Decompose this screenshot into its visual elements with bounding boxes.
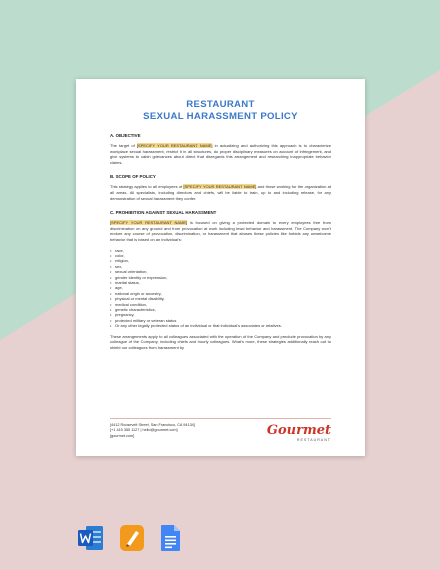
section-a-paragraph [110,143,331,165]
bullet-dot: • [110,269,112,275]
list-item-text: sexual orientation, [115,269,148,275]
list-item-text: color, [115,252,125,258]
list-item [110,323,331,328]
list-item-text: medical condition, [115,301,148,307]
list-item-text: national origin or ancestry, [115,290,162,296]
bullet-dot: • [110,290,112,296]
bullet-dot: • [110,285,112,291]
logo-name: Gourmet [266,423,331,438]
restaurant-name-placeholder: [SPECIFY YOUR RESTAURANT NAME] [136,143,213,148]
list-item-text: physical or mental disability, [115,296,165,302]
list-item-text: Or any other legally protected status of an individual or that individual's associates or relatives. [115,323,282,329]
section-b-paragraph [110,184,331,201]
bullet-dot: • [110,323,112,329]
list-item-text: protected military or veteran status [115,317,177,323]
list-item-text: genetic characteristics, [115,307,156,312]
title-line-2: SEXUAL HARASSMENT POLICY [143,111,298,122]
app-icon-row [78,524,188,554]
document-content [110,99,331,350]
protected-status-list [110,248,331,329]
bullet-dot: • [110,274,112,280]
section-c-post: is focused on giving a protected domain to every employees free from discrimination on any ground and from provocation at work including lewd behavior and harassment. The Company won't endure any course of provocation, discrimination, or harassment that abuses these policies like forbids any unwelcome behavior that is based on an individual's: [110,220,332,242]
bullet-dot: • [110,317,112,323]
list-item-text: age, [115,285,123,291]
restaurant-name-placeholder: [SPECIFY YOUR RESTAURANT NAME] [110,220,188,226]
section-a-post: in actualizing and authorizing this approach is to characterize workplace sexual harassment, restrict it in all structures, do proper disciplinary measures on account of infringement, and give systems to cabin grievances about direct that disregards this arrangement and researching inappropriate behavior claims. [110,143,331,165]
footer-address: [4412 Roosevelt Street, San Francisco, CA 94134] [110,423,195,427]
restaurant-name-placeholder: [SPECIFY YOUR RESTAURANT NAME] [183,184,257,190]
bullet-dot: • [110,258,112,264]
bullet-dot: • [110,252,112,258]
bullet-dot: • [110,247,112,253]
document-page [76,79,365,456]
list-item-text: race, [115,247,124,253]
google-docs-icon[interactable] [160,524,182,557]
bullet-dot: • [110,279,112,285]
section-a-pre: The target of [110,143,137,148]
bullet-dot: • [110,263,112,269]
section-a-heading: A. OBJECTIVE [110,133,141,138]
list-item-text: gender identity or expression, [115,274,168,280]
bullet-dot: • [110,307,112,312]
section-b-post: and those working for the organization at all areas. All specialists, including directors and chiefs, will be liable to train, up to and including release, for any demonstration of sexual harassment they confer. [110,184,331,201]
bullet-dot: • [110,296,112,302]
bullet-dot: • [110,312,112,318]
list-item-text: sex, [115,263,123,269]
section-c-paragraph [110,220,331,242]
closing-paragraph: These arrangements apply to all colleagues associated with the operation of the Company and preclude provocation by any colleague of the Company, including chiefs and hourly colleagues. What's more, these strategies additionally reach out to shield our colleagues from harassment by [110,333,331,350]
gourmet-logo [267,424,331,442]
section-b-heading: B. SCOPE OF POLICY [110,174,156,180]
section-c-heading: C. PROHIBITION AGAINST SEXUAL HARASSMENT [110,210,217,216]
footer-contact: [+1 415 355 1127 | hello@gourmet.com] [110,428,178,433]
title-line-1: RESTAURANT [186,99,255,110]
list-item-text: pregnancy, [115,312,135,318]
document-title [110,99,331,123]
word-icon[interactable] [78,524,104,557]
document-footer [110,418,331,442]
list-item-text: marital status, [115,279,140,285]
logo-subtitle: RESTAURANT [296,438,331,442]
bullet-dot: • [110,301,112,307]
section-b-pre: This strategy applies to all employees of [110,184,184,190]
list-item-text: religion, [115,258,130,264]
footer-web: [gourmet.com] [110,433,135,438]
pages-icon[interactable] [119,524,145,557]
